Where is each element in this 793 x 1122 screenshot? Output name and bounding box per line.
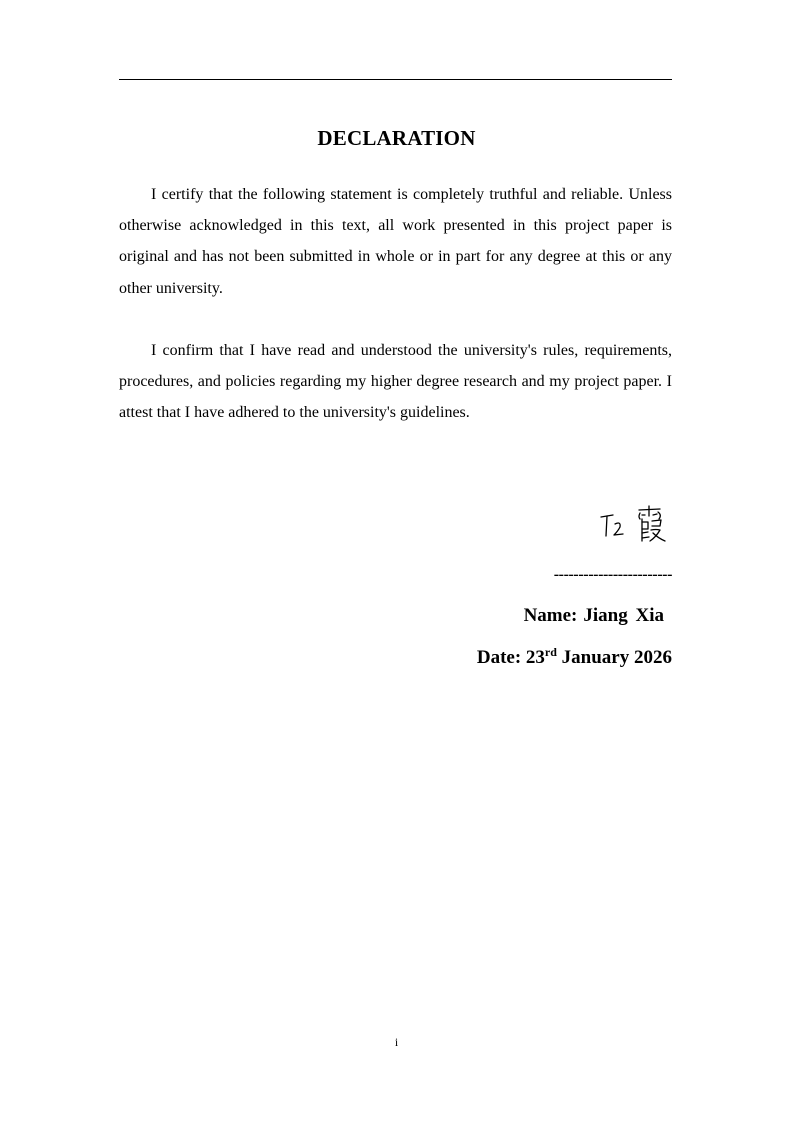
page-number: i (394, 1035, 399, 1049)
name-line (524, 604, 664, 628)
declaration-paragraph-1: I certify that the following statement is completely truthful and reliable. Unless otherwise acknowledged in this text, all work presented in this project paper is original and has not been submitted in whole or in part for any degree at this or any other university. (119, 186, 672, 297)
name-value: Jiang Xia (583, 605, 664, 626)
date-day-suffix: rd (544, 645, 557, 659)
declaration-paragraph-2: I confirm that I have read and understood the university's rules, requirements, procedures, and policies regarding my higher degree research and my project paper. I attest that I have adhered to the university's guidelines. (119, 342, 672, 422)
date-month-year: January 2026 (561, 647, 672, 668)
handwritten-signature (590, 500, 680, 548)
signature-line: ------------------------ (553, 566, 672, 583)
date-day: 23 (525, 647, 545, 668)
date-line (477, 646, 672, 670)
name-label: Name: (523, 605, 578, 626)
header-rule (119, 79, 672, 80)
page-title: DECLARATION (317, 126, 476, 150)
date-label: Date: (476, 647, 522, 668)
